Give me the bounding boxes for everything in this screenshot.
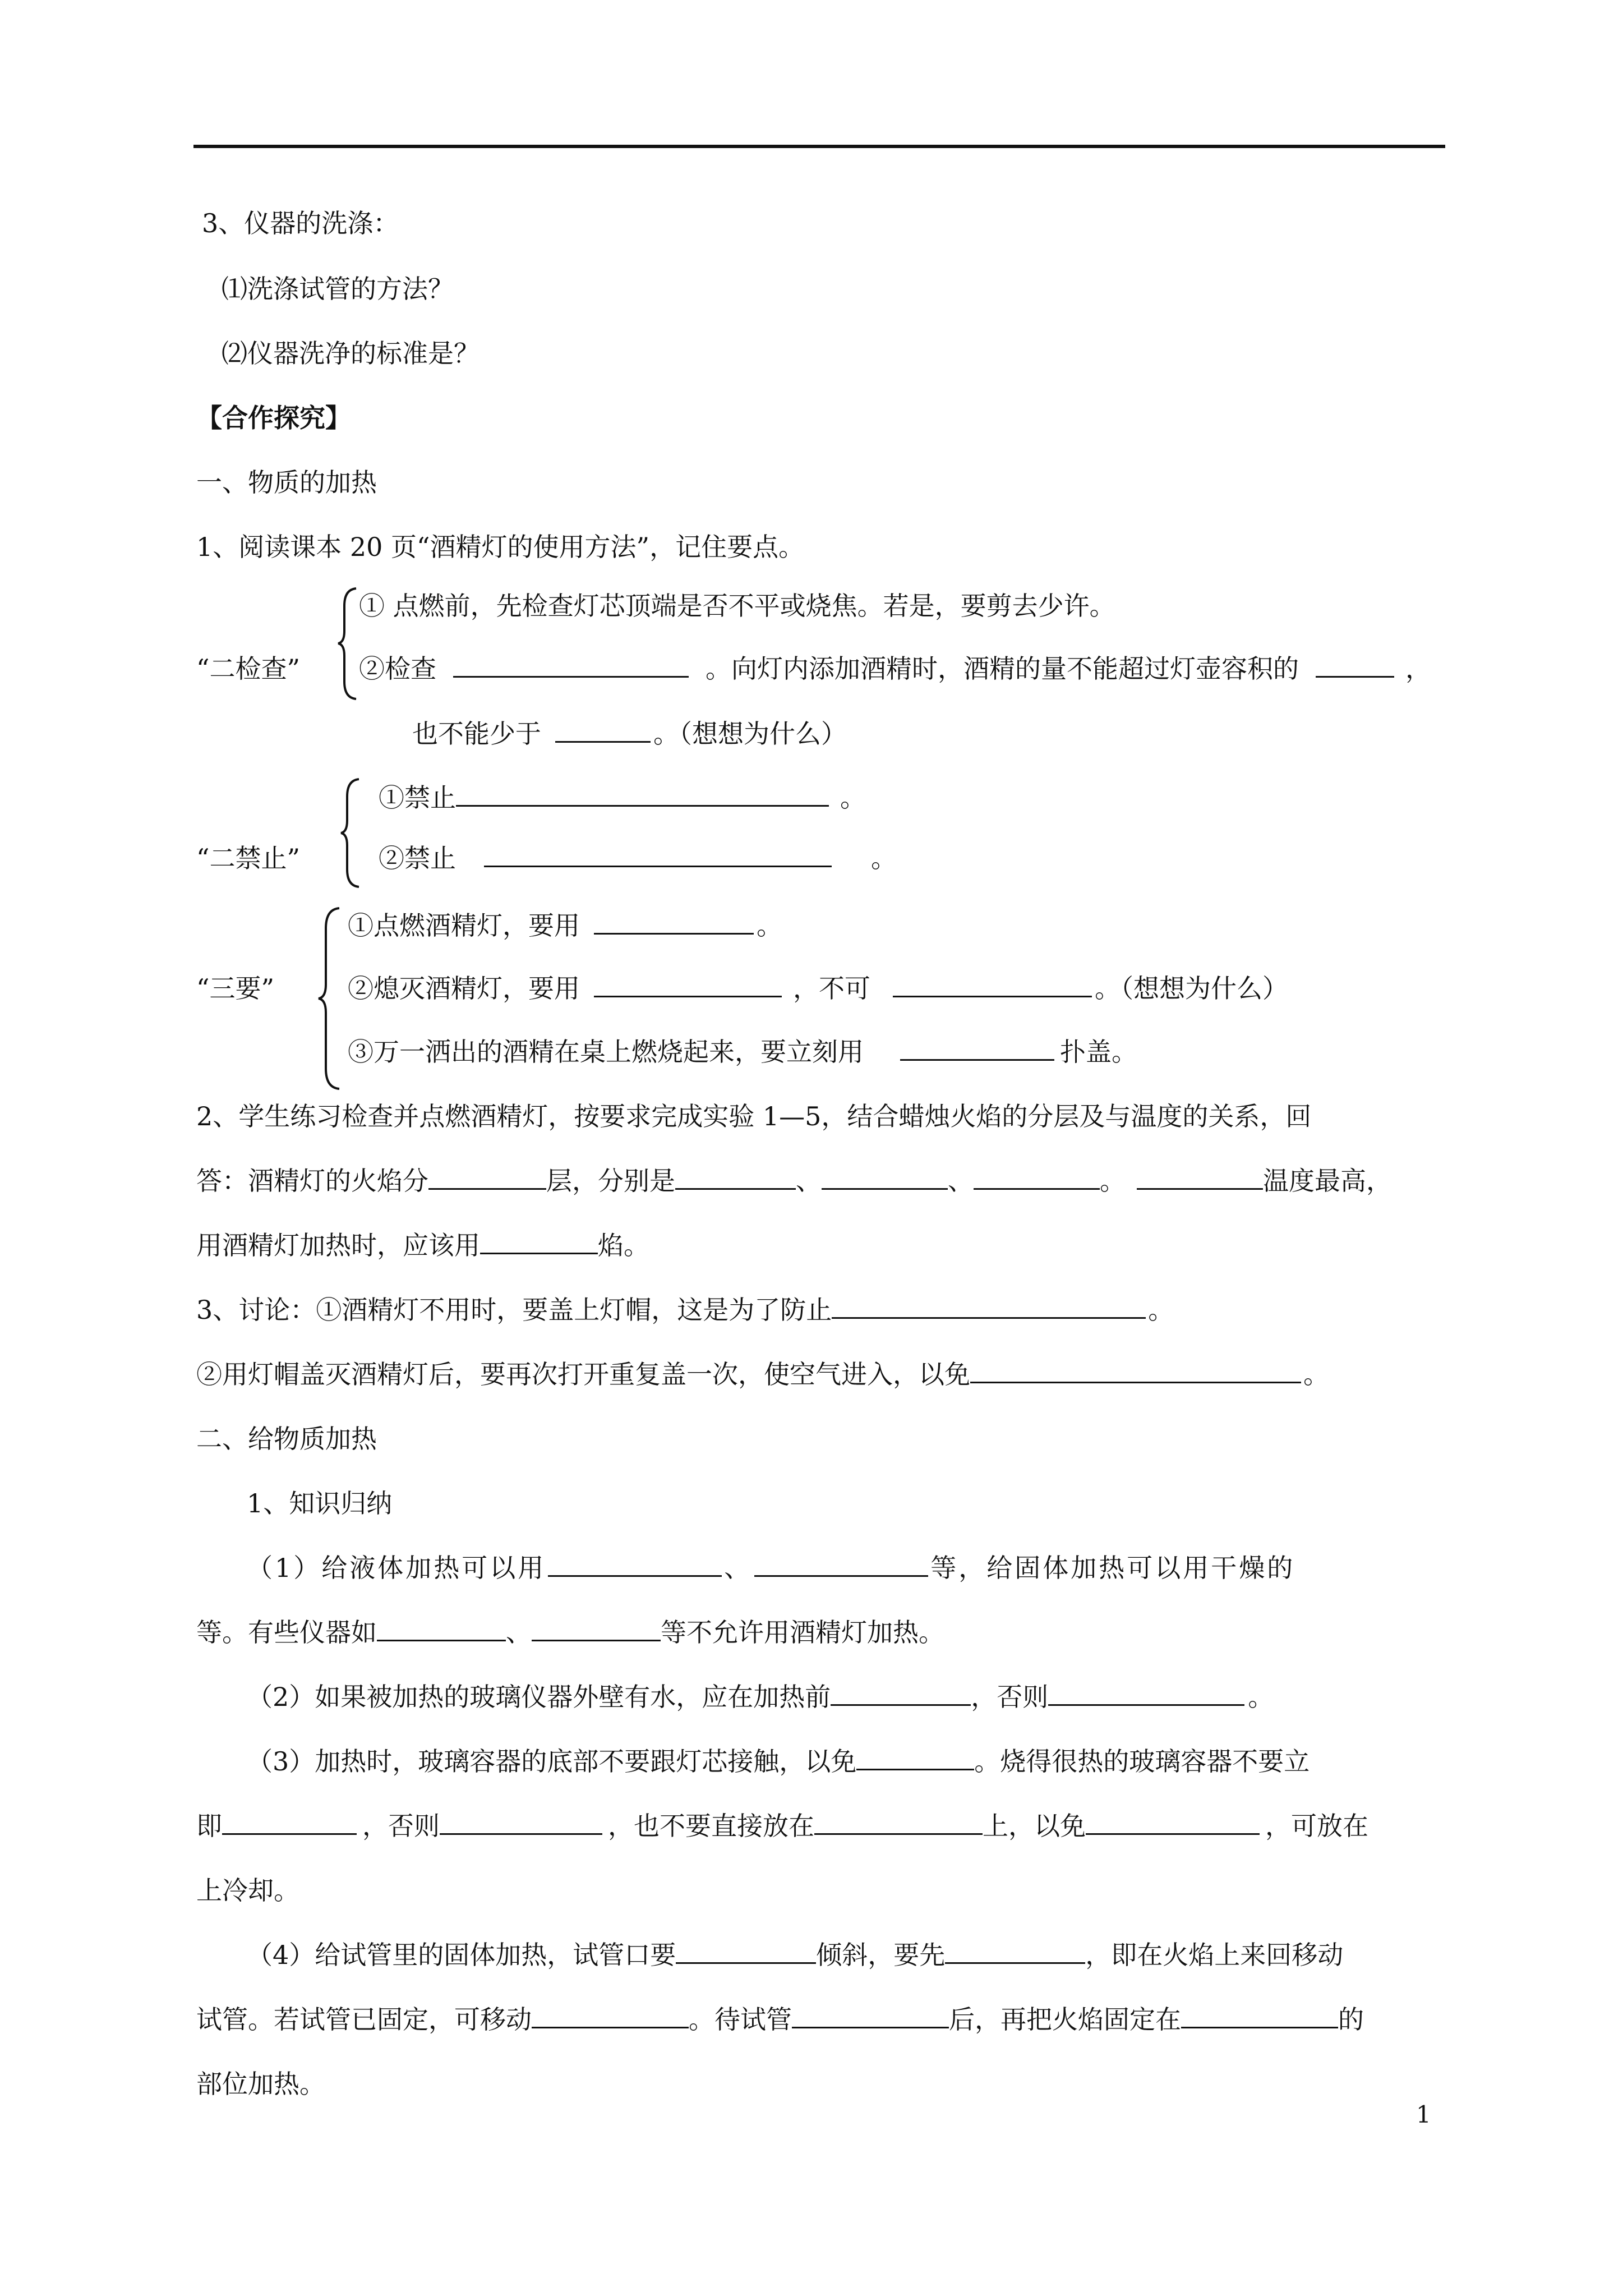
p1-line-1: （1）给液体加热可以用 、 等，给固体加热可以用干燥的 [247, 1553, 1295, 1583]
page-number: 1 [1416, 2101, 1431, 2128]
forbid-line-2: ②禁止 。 [379, 843, 897, 873]
p1-line-2: 等。有些仪器如 、 等不允许用酒精灯加热。 [196, 1617, 944, 1648]
washing-question-2: ⑵仪器洗净的标准是？ [222, 338, 479, 369]
p2-line: （2）如果被加热的玻璃仪器外壁有水，应在加热前 ，否则 。 [247, 1682, 1274, 1712]
coop-heading: 【合作探究】 [196, 403, 351, 433]
check-brace [336, 586, 359, 701]
washing-heading: 3、仪器的洗涤： [202, 208, 399, 238]
washing-question-1: ⑴洗涤试管的方法？ [222, 274, 454, 304]
check-line-2: ②检查 。向灯内添加酒精时，酒精的量不能超过灯壶容积的 ， [359, 654, 1431, 684]
check-label: “二检查” [196, 654, 301, 684]
must-brace [317, 906, 342, 1091]
section-2-subtitle: 1、知识归纳 [247, 1488, 393, 1519]
item-2-line-3: 用酒精灯加热时，应该用 焰。 [196, 1230, 649, 1260]
must-line-3: ③万一洒出的酒精在桌上燃烧起来，要立刻用 扑盖。 [348, 1037, 1137, 1067]
check-line-3: 也不能少于 。（想想为什么） [412, 719, 847, 749]
p4-line-3: 部位加热。 [196, 2069, 325, 2099]
p4-line-2: 试管。若试管已固定，可移动 。待试管 后，再把火焰固定在 的 [196, 2004, 1364, 2035]
check-line-1: ① 点燃前，先检查灯芯顶端是否不平或烧焦。若是，要剪去少许。 [359, 591, 1115, 621]
item-3-line-1: 3、讨论：①酒精灯不用时，要盖上灯帽，这是为了防止 。 [196, 1295, 1174, 1325]
forbid-brace [339, 777, 362, 889]
item-2-line-1: 2、学生练习检查并点燃酒精灯，按要求完成实验 1—5，结合蜡烛火焰的分层及与温度的关系，回 [196, 1101, 1312, 1131]
p3-line-2: 即 ，否则 ，也不要直接放在 上，以免 ，可放在 [196, 1811, 1368, 1841]
item-3-line-2: ②用灯帽盖灭酒精灯后，要再次打开重复盖一次，使空气进入，以免 。 [196, 1359, 1329, 1389]
section-1-title: 一、物质的加热 [196, 467, 377, 498]
p3-line-1: （3）加热时，玻璃容器的底部不要跟灯芯接触，以免 。烧得很热的玻璃容器不要立 [247, 1746, 1310, 1777]
section-2-title: 二、给物质加热 [196, 1424, 377, 1454]
forbid-line-1: ①禁止 。 [379, 783, 866, 813]
p3-line-3: 上冷却。 [196, 1875, 299, 1906]
header-rule [193, 145, 1445, 148]
must-label: “三要” [196, 973, 275, 1004]
item-1: 1、阅读课本 20 页“酒精灯的使用方法”，记住要点。 [196, 532, 805, 562]
must-line-2: ②熄灭酒精灯，要用 ，不可 。（想想为什么） [348, 973, 1288, 1004]
p4-line-1: （4）给试管里的固体加热，试管口要 倾斜，要先 ，即在火焰上来回移动 [247, 1940, 1344, 1970]
item-2-line-2: 答：酒精灯的火焰分 层，分别是 、 、 。 温度最高， [196, 1166, 1392, 1196]
forbid-label: “二禁止” [196, 843, 301, 873]
must-line-1: ①点燃酒精灯，要用 。 [348, 910, 782, 941]
